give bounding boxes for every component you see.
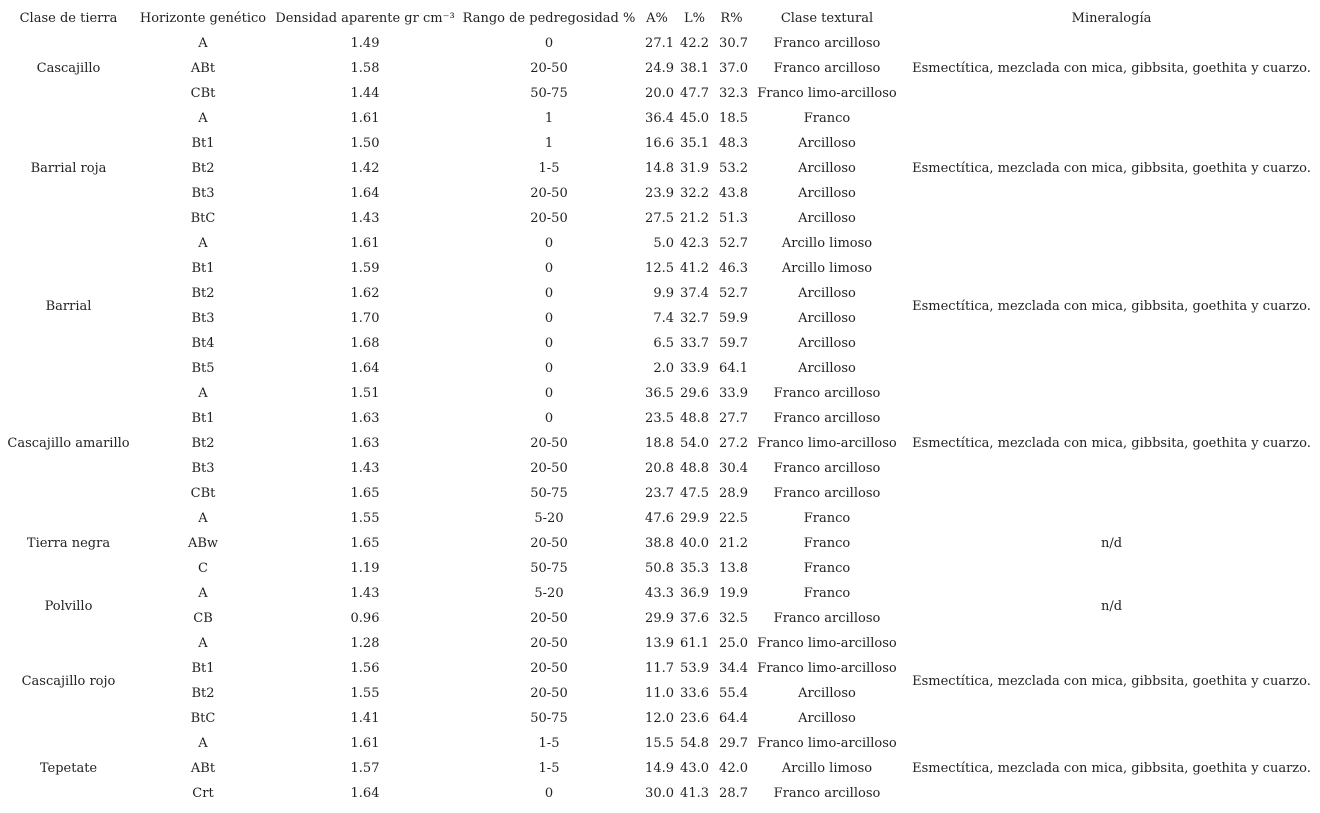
table-row: [0, 31, 1320, 56]
pedregosidad-cell: 20-50: [530, 61, 568, 76]
l-percent-cell: 32.2: [680, 186, 709, 201]
pedregosidad-cell: 50-75: [530, 86, 568, 101]
header-row: [0, 5, 1320, 31]
densidad-cell: 1.43: [350, 586, 380, 601]
pedregosidad-cell: 1: [544, 136, 554, 151]
clase-de-tierra-cell: Cascajillo: [36, 61, 101, 76]
l-percent-cell: 36.9: [680, 586, 709, 601]
horizonte-cell: Bt1: [191, 411, 215, 426]
horizonte-cell: A: [198, 736, 208, 751]
l-percent-cell: 38.1: [680, 61, 709, 76]
densidad-cell: 1.42: [350, 161, 380, 176]
r-percent-cell: 52.7: [719, 236, 748, 251]
horizonte-cell: Bt2: [191, 286, 215, 301]
horizonte-cell: BtC: [190, 711, 216, 726]
densidad-cell: 1.51: [350, 386, 380, 401]
densidad-cell: 0.96: [350, 611, 380, 626]
l-percent-cell: 33.7: [680, 336, 709, 351]
densidad-cell: 1.61: [350, 736, 380, 751]
header-r-percent: R%: [720, 10, 743, 26]
a-percent-cell: 36.5: [645, 386, 674, 401]
l-percent-cell: 33.9: [680, 361, 709, 376]
a-percent-cell: 47.6: [645, 511, 674, 526]
r-percent-cell: 32.3: [719, 86, 748, 101]
table-row: [0, 731, 1320, 756]
horizonte-cell: A: [198, 586, 208, 601]
clase-textural-cell: Franco arcilloso: [773, 411, 881, 426]
clase-de-tierra-cell: Cascajillo rojo: [21, 673, 116, 689]
pedregosidad-cell: 0: [544, 386, 554, 401]
clase-textural-cell: Franco arcilloso: [773, 461, 881, 476]
horizonte-cell: A: [198, 111, 208, 126]
horizonte-cell: A: [198, 636, 208, 651]
a-percent-cell: 43.3: [645, 586, 674, 601]
clase-textural-cell: Arcilloso: [798, 286, 856, 301]
densidad-cell: 1.61: [350, 111, 380, 126]
densidad-cell: 1.44: [350, 86, 380, 101]
clase-textural-cell: Franco limo-arcilloso: [757, 661, 897, 676]
clase-textural-cell: Arcilloso: [798, 311, 856, 326]
pedregosidad-cell: 0: [544, 36, 554, 51]
clase-textural-cell: Franco arcilloso: [773, 611, 881, 626]
pedregosidad-cell: 0: [544, 261, 554, 276]
densidad-cell: 1.28: [350, 636, 380, 651]
clase-textural-cell: Franco: [803, 586, 851, 601]
clase-textural-cell: Arcilloso: [798, 336, 856, 351]
table-header: [0, 5, 1320, 31]
clase-textural-cell: Franco arcilloso: [773, 36, 881, 51]
r-percent-cell: 46.3: [719, 261, 748, 276]
horizonte-cell: BtC: [190, 211, 216, 226]
l-percent-cell: 29.9: [680, 511, 709, 526]
pedregosidad-cell: 0: [544, 336, 554, 351]
r-percent-cell: 51.3: [719, 211, 748, 226]
horizonte-cell: Bt2: [191, 436, 215, 451]
r-percent-cell: 64.1: [719, 361, 748, 376]
clase-textural-cell: Arcilloso: [798, 711, 856, 726]
mineralogia-cell: n/d: [1100, 598, 1123, 614]
densidad-cell: 1.43: [350, 211, 380, 226]
clase-textural-cell: Franco limo-arcilloso: [757, 436, 897, 451]
densidad-cell: 1.63: [350, 411, 380, 426]
r-percent-cell: 55.4: [719, 686, 748, 701]
densidad-cell: 1.65: [350, 536, 380, 551]
l-percent-cell: 47.7: [680, 86, 709, 101]
pedregosidad-cell: 20-50: [530, 536, 568, 551]
clase-textural-cell: Franco limo-arcilloso: [757, 636, 897, 651]
l-percent-cell: 37.6: [680, 611, 709, 626]
l-percent-cell: 32.7: [680, 311, 709, 326]
header-clase-de-tierra: Clase de tierra: [19, 10, 118, 26]
densidad-cell: 1.65: [350, 486, 380, 501]
a-percent-cell: 24.9: [645, 61, 674, 76]
clase-textural-cell: Franco arcilloso: [773, 61, 881, 76]
r-percent-cell: 33.9: [719, 386, 748, 401]
densidad-cell: 1.56: [350, 661, 380, 676]
clase-textural-cell: Arcilloso: [798, 361, 856, 376]
l-percent-cell: 35.3: [680, 561, 709, 576]
clase-de-tierra-cell: Tierra negra: [26, 536, 111, 551]
a-percent-cell: 20.8: [645, 461, 674, 476]
densidad-cell: 1.43: [350, 461, 380, 476]
a-percent-cell: 50.8: [645, 561, 674, 576]
header-l-percent: L%: [684, 10, 705, 26]
a-percent-cell: 27.1: [645, 36, 674, 51]
horizonte-cell: Bt1: [191, 661, 215, 676]
r-percent-cell: 37.0: [719, 61, 748, 76]
horizonte-cell: A: [198, 511, 208, 526]
densidad-cell: 1.57: [350, 761, 380, 776]
table-row: [0, 231, 1320, 256]
densidad-cell: 1.59: [350, 261, 380, 276]
mineralogia-cell: Esmectítica, mezclada con mica, gibbsita, goethita y cuarzo.: [912, 761, 1311, 776]
clase-textural-cell: Franco: [803, 111, 851, 126]
r-percent-cell: 34.4: [719, 661, 748, 676]
a-percent-cell: 20.0: [645, 86, 674, 101]
a-percent-cell: 13.9: [645, 636, 674, 651]
r-percent-cell: 53.2: [719, 161, 748, 176]
table-row: [0, 381, 1320, 406]
a-percent-cell: 16.6: [645, 136, 674, 151]
header-horizonte: Horizonte genético: [139, 10, 267, 26]
pedregosidad-cell: 0: [544, 786, 554, 801]
l-percent-cell: 42.2: [680, 36, 709, 51]
clase-de-tierra-cell: Barrial roja: [30, 161, 107, 176]
clase-textural-cell: Arcillo limoso: [781, 236, 873, 251]
clase-textural-cell: Franco limo-arcilloso: [757, 736, 897, 751]
pedregosidad-cell: 0: [544, 311, 554, 326]
horizonte-cell: Bt1: [191, 261, 215, 276]
pedregosidad-cell: 1: [544, 111, 554, 126]
a-percent-cell: 27.5: [645, 211, 674, 226]
horizonte-cell: Bt2: [191, 686, 215, 701]
a-percent-cell: 36.4: [645, 111, 674, 126]
densidad-cell: 1.68: [350, 336, 380, 351]
a-percent-cell: 5.0: [653, 236, 674, 251]
a-percent-cell: 30.0: [645, 786, 674, 801]
mineralogia-cell: Esmectítica, mezclada con mica, gibbsita, goethita y cuarzo.: [912, 61, 1311, 76]
l-percent-cell: 47.5: [680, 486, 709, 501]
a-percent-cell: 6.5: [653, 336, 674, 351]
horizonte-cell: Bt3: [191, 311, 215, 326]
densidad-cell: 1.50: [350, 136, 380, 151]
densidad-cell: 1.62: [350, 286, 380, 301]
pedregosidad-cell: 50-75: [530, 711, 568, 726]
pedregosidad-cell: 0: [544, 286, 554, 301]
densidad-cell: 1.41: [350, 711, 380, 726]
l-percent-cell: 48.8: [680, 411, 709, 426]
densidad-cell: 1.63: [350, 436, 380, 451]
l-percent-cell: 45.0: [680, 111, 709, 126]
l-percent-cell: 23.6: [680, 711, 709, 726]
pedregosidad-cell: 0: [544, 411, 554, 426]
a-percent-cell: 38.8: [645, 536, 674, 551]
r-percent-cell: 18.5: [719, 111, 748, 126]
r-percent-cell: 48.3: [719, 136, 748, 151]
r-percent-cell: 25.0: [719, 636, 748, 651]
a-percent-cell: 15.5: [645, 736, 674, 751]
horizonte-cell: Bt2: [191, 161, 215, 176]
pedregosidad-cell: 20-50: [530, 661, 568, 676]
a-percent-cell: 29.9: [645, 611, 674, 626]
l-percent-cell: 42.3: [680, 236, 709, 251]
horizonte-cell: A: [198, 236, 208, 251]
soil-properties-table: [0, 5, 1320, 806]
clase-textural-cell: Franco arcilloso: [773, 386, 881, 401]
pedregosidad-cell: 1-5: [538, 761, 560, 776]
clase-textural-cell: Franco: [803, 561, 851, 576]
clase-textural-cell: Arcillo limoso: [781, 261, 873, 276]
pedregosidad-cell: 1-5: [538, 736, 560, 751]
r-percent-cell: 29.7: [719, 736, 748, 751]
table-row: [0, 581, 1320, 606]
densidad-cell: 1.55: [350, 511, 380, 526]
densidad-cell: 1.55: [350, 686, 380, 701]
a-percent-cell: 9.9: [653, 286, 674, 301]
clase-textural-cell: Franco arcilloso: [773, 486, 881, 501]
r-percent-cell: 19.9: [719, 586, 748, 601]
l-percent-cell: 54.8: [680, 736, 709, 751]
r-percent-cell: 28.9: [719, 486, 748, 501]
pedregosidad-cell: 20-50: [530, 461, 568, 476]
a-percent-cell: 7.4: [653, 311, 674, 326]
a-percent-cell: 11.7: [645, 661, 674, 676]
horizonte-cell: CBt: [190, 86, 216, 101]
l-percent-cell: 35.1: [680, 136, 709, 151]
densidad-cell: 1.49: [350, 36, 380, 51]
horizonte-cell: Bt3: [191, 186, 215, 201]
a-percent-cell: 23.9: [645, 186, 674, 201]
a-percent-cell: 11.0: [645, 686, 674, 701]
r-percent-cell: 59.9: [719, 311, 748, 326]
r-percent-cell: 64.4: [719, 711, 748, 726]
pedregosidad-cell: 20-50: [530, 186, 568, 201]
a-percent-cell: 12.5: [645, 261, 674, 276]
horizonte-cell: ABt: [190, 61, 216, 76]
pedregosidad-cell: 0: [544, 236, 554, 251]
clase-textural-cell: Arcilloso: [798, 686, 856, 701]
r-percent-cell: 27.7: [719, 411, 748, 426]
horizonte-cell: ABw: [187, 536, 219, 551]
horizonte-cell: Bt1: [191, 136, 215, 151]
densidad-cell: 1.58: [350, 61, 380, 76]
densidad-cell: 1.64: [350, 361, 380, 376]
r-percent-cell: 28.7: [719, 786, 748, 801]
pedregosidad-cell: 20-50: [530, 636, 568, 651]
l-percent-cell: 31.9: [680, 161, 709, 176]
header-a-percent: A%: [646, 10, 668, 26]
clase-de-tierra-cell: Polvillo: [44, 598, 93, 614]
header-clase-textural: Clase textural: [780, 10, 874, 26]
clase-textural-cell: Arcilloso: [798, 161, 856, 176]
r-percent-cell: 32.5: [719, 611, 748, 626]
clase-textural-cell: Arcilloso: [798, 136, 856, 151]
header-densidad: Densidad aparente gr cm⁻³: [275, 10, 455, 26]
pedregosidad-cell: 20-50: [530, 436, 568, 451]
horizonte-cell: CB: [193, 611, 213, 626]
r-percent-cell: 30.4: [719, 461, 748, 476]
a-percent-cell: 14.8: [645, 161, 674, 176]
pedregosidad-cell: 0: [544, 361, 554, 376]
r-percent-cell: 22.5: [719, 511, 748, 526]
a-percent-cell: 23.7: [645, 486, 674, 501]
mineralogia-cell: Esmectítica, mezclada con mica, gibbsita, goethita y cuarzo.: [912, 298, 1311, 314]
r-percent-cell: 30.7: [719, 36, 748, 51]
l-percent-cell: 37.4: [680, 286, 709, 301]
mineralogia-cell: Esmectítica, mezclada con mica, gibbsita, goethita y cuarzo.: [912, 673, 1311, 689]
l-percent-cell: 48.8: [680, 461, 709, 476]
pedregosidad-cell: 50-75: [530, 486, 568, 501]
a-percent-cell: 2.0: [653, 361, 674, 376]
horizonte-cell: Bt4: [191, 336, 215, 351]
pedregosidad-cell: 1-5: [538, 161, 560, 176]
horizonte-cell: A: [198, 386, 208, 401]
pedregosidad-cell: 5-20: [534, 511, 564, 526]
a-percent-cell: 12.0: [645, 711, 674, 726]
l-percent-cell: 41.2: [680, 261, 709, 276]
a-percent-cell: 23.5: [645, 411, 674, 426]
table-row: [0, 106, 1320, 131]
r-percent-cell: 42.0: [719, 761, 748, 776]
clase-textural-cell: Arcilloso: [798, 186, 856, 201]
clase-de-tierra-cell: Tepetate: [39, 761, 98, 776]
mineralogia-cell: Esmectítica, mezclada con mica, gibbsita, goethita y cuarzo.: [912, 436, 1311, 451]
horizonte-cell: A: [198, 36, 208, 51]
r-percent-cell: 13.8: [719, 561, 748, 576]
table-row: [0, 506, 1320, 531]
l-percent-cell: 41.3: [680, 786, 709, 801]
densidad-cell: 1.61: [350, 236, 380, 251]
l-percent-cell: 54.0: [680, 436, 709, 451]
mineralogia-cell: n/d: [1100, 536, 1123, 551]
l-percent-cell: 33.6: [680, 686, 709, 701]
horizonte-cell: Crt: [192, 786, 214, 801]
horizonte-cell: Bt3: [191, 461, 215, 476]
pedregosidad-cell: 20-50: [530, 611, 568, 626]
densidad-cell: 1.19: [350, 561, 380, 576]
densidad-cell: 1.70: [350, 311, 380, 326]
clase-textural-cell: Franco: [803, 536, 851, 551]
l-percent-cell: 53.9: [680, 661, 709, 676]
clase-textural-cell: Franco: [803, 511, 851, 526]
mineralogia-cell: Esmectítica, mezclada con mica, gibbsita, goethita y cuarzo.: [912, 161, 1311, 176]
clase-de-tierra-cell: Barrial: [45, 298, 92, 314]
a-percent-cell: 18.8: [645, 436, 674, 451]
clase-textural-cell: Franco limo-arcilloso: [757, 86, 897, 101]
r-percent-cell: 43.8: [719, 186, 748, 201]
pedregosidad-cell: 20-50: [530, 686, 568, 701]
clase-textural-cell: Arcillo limoso: [781, 761, 873, 776]
header-mineralogia: Mineralogía: [1071, 10, 1152, 26]
clase-de-tierra-cell: Cascajillo amarillo: [7, 436, 130, 451]
l-percent-cell: 21.2: [680, 211, 709, 226]
header-pedregosidad: Rango de pedregosidad %: [462, 10, 636, 26]
r-percent-cell: 59.7: [719, 336, 748, 351]
r-percent-cell: 52.7: [719, 286, 748, 301]
r-percent-cell: 21.2: [719, 536, 748, 551]
clase-textural-cell: Arcilloso: [798, 211, 856, 226]
horizonte-cell: C: [198, 561, 208, 576]
l-percent-cell: 43.0: [680, 761, 709, 776]
l-percent-cell: 29.6: [680, 386, 709, 401]
a-percent-cell: 14.9: [645, 761, 674, 776]
horizonte-cell: ABt: [190, 761, 216, 776]
table-row: [0, 631, 1320, 656]
densidad-cell: 1.64: [350, 186, 380, 201]
pedregosidad-cell: 50-75: [530, 561, 568, 576]
r-percent-cell: 27.2: [719, 436, 748, 451]
horizonte-cell: CBt: [190, 486, 216, 501]
l-percent-cell: 61.1: [680, 636, 709, 651]
horizonte-cell: Bt5: [191, 361, 215, 376]
l-percent-cell: 40.0: [680, 536, 709, 551]
table-body: [0, 31, 1320, 806]
clase-textural-cell: Franco arcilloso: [773, 786, 881, 801]
densidad-cell: 1.64: [350, 786, 380, 801]
pedregosidad-cell: 20-50: [530, 211, 568, 226]
pedregosidad-cell: 5-20: [534, 586, 564, 601]
